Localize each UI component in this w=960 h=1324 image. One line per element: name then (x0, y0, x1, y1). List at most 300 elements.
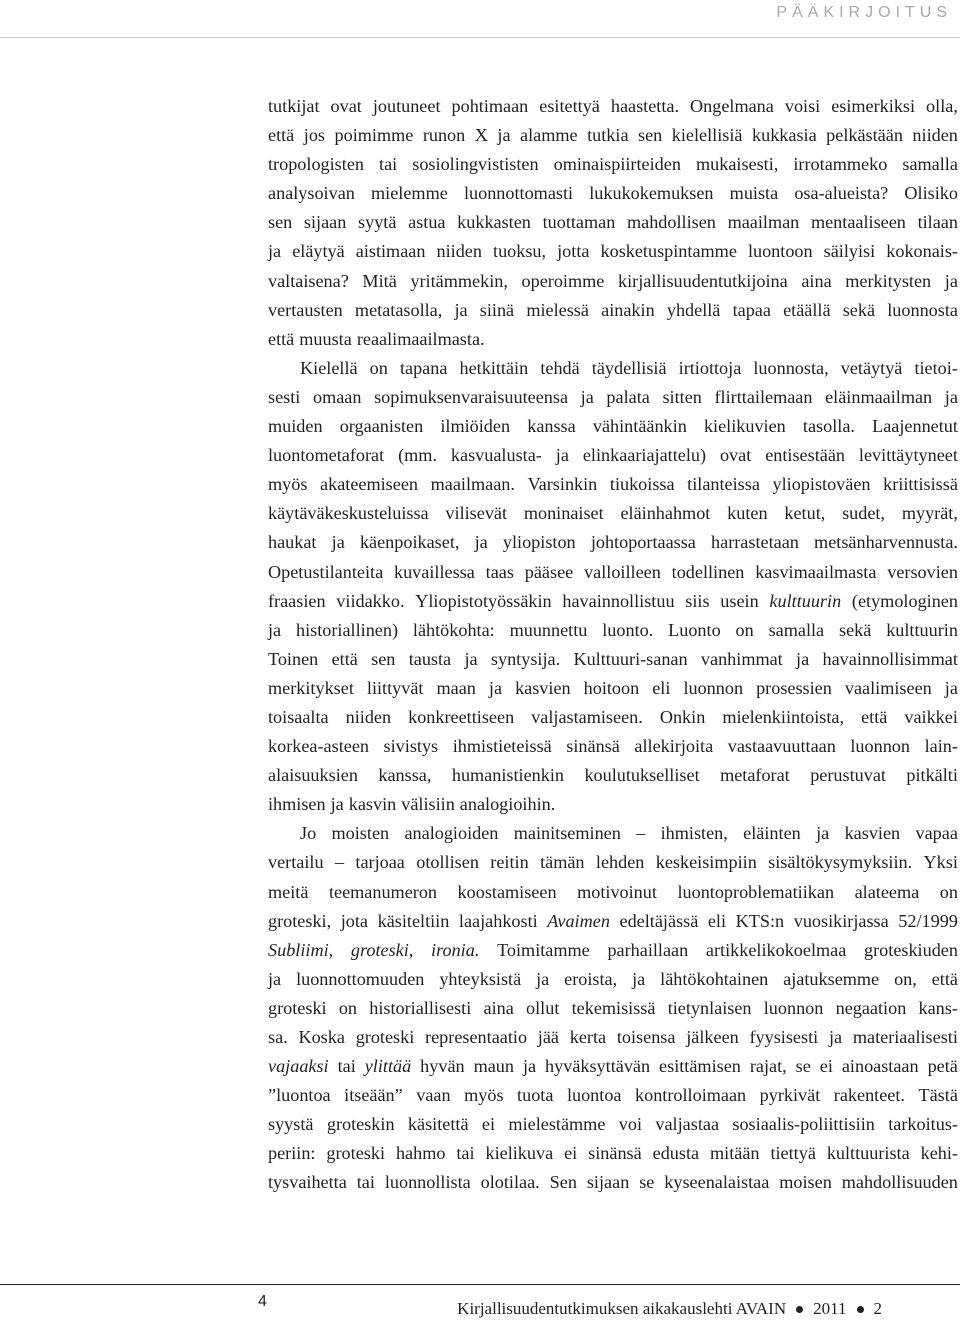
text-word: se (795, 1056, 811, 1077)
text-word: Mitä (362, 270, 397, 291)
text-line (268, 878, 958, 907)
section-label: PÄÄKIRJOITUS (776, 4, 952, 21)
journal-name: Kirjallisuudentutkimuksen aikakauslehti AVAIN (457, 1299, 787, 1318)
text-line (268, 92, 958, 121)
text-word: ominaispiirteiden (553, 154, 681, 175)
text-word: (mm. (398, 445, 437, 466)
text-word: ja (331, 532, 345, 553)
text-word: ylittää (364, 1056, 412, 1077)
text-word: ihmistieteissä (452, 736, 552, 757)
text-word: levittäytyneet (858, 445, 958, 466)
text-line (268, 383, 958, 412)
text-word: myös (268, 474, 308, 495)
text-word: eläytyä (292, 241, 345, 262)
text-word: pitkälti (906, 765, 958, 786)
text-word: syystä (268, 1114, 314, 1135)
text-line (268, 703, 958, 732)
text-word: ei (481, 1114, 496, 1135)
text-word: astua (408, 212, 446, 233)
text-word: ja (944, 386, 958, 407)
text-word: ja (497, 125, 511, 146)
text-word: materiaalisesti (852, 1027, 958, 1047)
text-word: lähtökohtainen (660, 968, 769, 989)
text-word: groteski, (268, 910, 332, 931)
journal-footer (457, 1299, 882, 1319)
text-word: on (735, 619, 754, 640)
text-line (268, 528, 958, 557)
text-line (268, 965, 958, 994)
text-word: ”luontoa (268, 1085, 331, 1106)
text-word: yritämmekin, (410, 270, 508, 291)
text-word: sekä (842, 299, 876, 320)
text-word: Yksi (923, 852, 958, 873)
text-word: ei (819, 1056, 833, 1077)
text-word: tämän (540, 852, 585, 873)
text-word: valtaisena? (268, 270, 349, 291)
text-line (268, 645, 958, 674)
text-word: vertausten (268, 299, 343, 320)
text-word: poimimme (334, 125, 414, 146)
text-word: maailman (727, 212, 800, 233)
text-line (268, 499, 958, 528)
text-word: sen (268, 212, 293, 233)
text-word: Kielellä (300, 357, 358, 378)
text-word: harrastetaan (711, 532, 799, 553)
text-word: – (636, 823, 646, 844)
text-word: kulttuurin (886, 619, 958, 640)
text-line (268, 1168, 958, 1197)
text-word: Toinen (268, 648, 319, 669)
text-word: 52/1999 (898, 910, 958, 931)
text-word: vapaa (915, 823, 958, 844)
text-word: aina (801, 270, 832, 291)
text-word: vaalimiseen (844, 677, 932, 698)
text-word: ja (330, 794, 344, 815)
text-word: ollut (526, 997, 560, 1018)
text-word: käsitettä (407, 1114, 469, 1135)
text-word: sen (371, 648, 396, 669)
text-word: hahmo (395, 1143, 446, 1164)
text-word: kukkasia (752, 125, 817, 146)
text-word: luonnon (850, 736, 910, 757)
text-word: olotilaa. (480, 1172, 540, 1193)
text-word: groteski (326, 1143, 386, 1164)
text-word: muiden (268, 416, 323, 437)
text-word: tai (456, 1143, 475, 1164)
text-word: eläinten (743, 823, 801, 844)
text-word: groteskin (326, 1114, 395, 1135)
text-word: ja (816, 823, 830, 844)
text-word: sisältökysymyksiin. (768, 852, 913, 873)
text-word: sopimuksenvaraisuuteensa (374, 386, 569, 407)
text-word: kriittisissä (883, 474, 958, 495)
text-word: konkreettiseen (408, 706, 515, 727)
text-word: otollisen (416, 852, 479, 873)
text-word: flirttailemaan (714, 386, 813, 407)
text-word: kukkasten (457, 212, 531, 233)
text-word: kanssa (527, 416, 576, 437)
journal-year: 2011 (813, 1299, 847, 1318)
text-word: koulutukselliset (584, 765, 700, 786)
text-word: että (331, 648, 358, 669)
text-word: rajat, (749, 1056, 787, 1077)
text-line (268, 354, 958, 383)
text-word: palata (606, 386, 650, 407)
text-word: esittämisen (659, 1056, 741, 1077)
text-word: negaation (835, 997, 907, 1018)
text-word: koostamiseen (457, 881, 557, 902)
text-word: hyväksyttävän (545, 1056, 651, 1077)
text-word: ja (944, 677, 958, 698)
text-word: Toimitamme (497, 939, 590, 960)
text-word: – (334, 852, 345, 873)
text-word: reitin (490, 852, 529, 873)
text-word: (etymologinen (851, 590, 958, 611)
text-word: Avaimen (547, 910, 610, 931)
text-word: motivoinut (577, 881, 657, 902)
text-word: luontoon (747, 241, 813, 262)
text-word: merkitykset (268, 677, 354, 698)
text-word: ovat (330, 96, 362, 116)
text-word: jää (537, 1027, 559, 1047)
text-word: perustuvat (810, 765, 886, 786)
text-word: metaforat (720, 765, 790, 786)
text-word: voi (618, 1114, 643, 1135)
text-word: yhdellä (666, 299, 721, 320)
text-word: lukukokemuksen (589, 183, 714, 204)
text-line (268, 587, 958, 616)
text-word: runon (422, 125, 466, 146)
text-word: mielessä (526, 299, 589, 320)
text-word: Luonto (668, 619, 721, 640)
text-word: ja (632, 968, 646, 989)
text-word: vanhimmat (700, 648, 783, 669)
text-word: sitten (662, 386, 702, 407)
text-word: luonnon (683, 677, 744, 698)
text-word: tutkia (587, 125, 629, 146)
text-word: tutkijat (268, 96, 320, 116)
text-word: eläinmaailman (825, 386, 933, 407)
text-word: on (338, 997, 358, 1018)
text-word: artikkelikokoelmaa (705, 939, 847, 960)
text-line (268, 325, 958, 354)
text-word: ihmisen (268, 794, 326, 815)
text-word: moisten (331, 823, 390, 844)
text-word: ja (536, 968, 550, 989)
text-word: luontoa (566, 1085, 622, 1106)
text-word: ja (464, 648, 478, 669)
text-word: että (931, 968, 958, 989)
text-line (268, 1023, 958, 1052)
text-word: tuoksu, (493, 241, 547, 262)
text-line (268, 761, 958, 790)
text-word: prosessien (756, 677, 832, 698)
text-word: etäällä (783, 299, 831, 320)
text-line (268, 267, 958, 296)
text-word: lehden (595, 852, 645, 873)
text-word: versovien (887, 561, 958, 582)
text-word: luonnollista (384, 1172, 471, 1193)
text-word: teemanumeron (328, 881, 438, 902)
text-word: luontoproblematiikan (677, 881, 835, 902)
text-word: periin: (268, 1143, 316, 1164)
text-word: akateemiseen (320, 474, 418, 495)
text-word: tietynlaisen (667, 997, 752, 1018)
text-word: sudet, (842, 503, 886, 524)
text-word: ja (555, 445, 569, 466)
text-word: tai (337, 1056, 356, 1077)
text-word: hyvän (420, 1056, 465, 1077)
text-word: ja (488, 677, 503, 698)
text-word: Onkin (659, 706, 706, 727)
text-word: keskeisimpiin (655, 852, 757, 873)
text-word: muusta (299, 328, 352, 349)
text-word: luontometaforat (268, 445, 385, 466)
text-word: yliopistoväen (772, 474, 871, 495)
text-word: kasvimaailmasta (755, 561, 877, 582)
text-word: kontrolloimaan (635, 1085, 747, 1106)
text-word: ketut, (784, 503, 826, 524)
text-word: edusta (652, 1143, 700, 1164)
text-word: tasolla. (802, 416, 855, 437)
text-word: rakenteet. (833, 1085, 905, 1106)
text-word: se (639, 1172, 655, 1193)
text-word: osa-alueista? (794, 183, 889, 204)
text-word: mukaisesti, (695, 154, 779, 175)
text-word: on (369, 357, 388, 378)
text-word: esimerkiksi (831, 96, 916, 116)
text-word: sa. (268, 1027, 288, 1047)
text-word: pääsee (524, 561, 574, 582)
text-line (268, 121, 958, 150)
text-word: myös (464, 1085, 504, 1106)
text-word: ja (268, 968, 282, 989)
text-line (268, 150, 958, 179)
text-word: sinänsä (566, 736, 620, 757)
text-word: Sen (549, 1172, 577, 1193)
text-word: tilanteissa (687, 474, 760, 495)
text-word: valloilleen (584, 561, 661, 582)
text-word: tehdä (540, 357, 580, 378)
text-word: lähtökohta: (412, 619, 495, 640)
text-word: jälkeen (686, 1027, 739, 1047)
text-word: kielikuvien (703, 416, 786, 437)
text-word: vaan (416, 1085, 451, 1106)
text-word: metsänharvennusta. (814, 532, 958, 553)
text-word: olla, (926, 96, 958, 116)
text-word: ja (796, 648, 810, 669)
text-word: maan (436, 677, 476, 698)
text-word: kehi- (920, 1143, 958, 1164)
text-word: ja (580, 386, 594, 407)
text-word: edeltäjässä (619, 910, 699, 931)
text-word: orgaanisten (339, 416, 424, 437)
text-word: korkea-asteen (268, 736, 369, 757)
text-word: irtiottoja (678, 357, 742, 378)
text-line (268, 470, 958, 499)
text-word: Subliimi, (268, 939, 334, 960)
bullet-separator-icon (796, 1306, 803, 1313)
text-word: parhaillaan (607, 939, 689, 960)
text-word: tysvaihetta (268, 1172, 347, 1193)
text-word: esitettyä (539, 96, 600, 116)
text-word: myyrät, (901, 503, 958, 524)
text-word: elinkaariajattelu) (582, 445, 707, 466)
text-word: luonnottomasti (463, 183, 574, 204)
text-word: mainitseminen (513, 823, 621, 844)
text-word: hetkittäin (459, 357, 529, 378)
text-word: alateema (854, 881, 920, 902)
text-word: voisi (784, 96, 821, 116)
text-word: kulttuurista (826, 1143, 910, 1164)
text-word: tai (356, 1172, 375, 1193)
editorial-body-text (268, 92, 958, 1198)
text-word: syntysija. (490, 648, 561, 669)
text-word: groteski (355, 1027, 415, 1047)
text-word: fraasien (268, 590, 326, 611)
text-word: eli (707, 910, 727, 931)
text-word: luonnosta (887, 299, 958, 320)
text-word: eli (652, 677, 671, 698)
text-word: johtoportaassa (590, 532, 696, 553)
text-line (268, 1110, 958, 1139)
text-word: ja (522, 1056, 537, 1077)
text-word: ja (828, 1027, 843, 1047)
text-word: moisen (779, 1172, 832, 1193)
text-word: ihmisten, (660, 823, 728, 844)
text-word: todellinen (671, 561, 745, 582)
text-word: aina (483, 997, 514, 1018)
text-word: mahdollisen (626, 212, 716, 233)
text-word: vajaaksi (268, 1056, 329, 1077)
text-line (268, 819, 958, 848)
text-word: on (939, 881, 958, 902)
text-line (268, 907, 958, 936)
text-word: ja (944, 270, 958, 291)
text-word: kasvualusta- (450, 445, 542, 466)
text-line (268, 558, 958, 587)
text-word: kielikuva (485, 1143, 554, 1164)
text-word: aistimaan (355, 241, 426, 262)
text-word: meitä (268, 881, 309, 902)
text-word: käenpoikaset, (359, 532, 460, 553)
text-word: pohtimaan (451, 96, 529, 116)
text-word: valjastamiseen. (531, 706, 643, 727)
text-word: kasvin (348, 794, 397, 815)
text-word: sosiaalis-poliittisiin (732, 1114, 875, 1135)
text-word: ilmiöiden (440, 416, 511, 437)
text-word: vuosikirjassa (793, 910, 889, 931)
text-word: groteski (268, 997, 327, 1018)
text-word: siinä (479, 299, 515, 320)
text-word: sekä (839, 619, 872, 640)
text-word: moninaiset (523, 503, 604, 524)
text-word: fyysisesti (749, 1027, 819, 1047)
text-word: tilaan (917, 212, 958, 233)
text-line (268, 179, 958, 208)
text-word: kuvaillessa (393, 561, 475, 582)
text-word: tropologisten (268, 154, 364, 175)
text-word: jos (303, 125, 325, 146)
text-word: niiden (912, 125, 958, 146)
text-word: sinänsä (588, 1143, 642, 1164)
text-word: tekemisissä (571, 997, 656, 1018)
text-word: Laajennetut (872, 416, 958, 437)
text-word: sijaan (586, 1172, 630, 1193)
text-word: sijaan (303, 212, 347, 233)
text-word: tarjoaa (355, 852, 405, 873)
text-word: siis (685, 590, 710, 611)
text-word: täydellisiä (591, 357, 667, 378)
text-word: ja (474, 532, 488, 553)
text-word: usein (720, 590, 759, 611)
text-word: laajahkosti (458, 910, 538, 931)
text-word: historiallisesti (369, 997, 472, 1018)
text-line (268, 208, 958, 237)
text-word: vetäytyä (840, 357, 903, 378)
text-word: mielestämme (508, 1114, 606, 1135)
text-word: X (474, 125, 488, 146)
text-word: ainakin (601, 299, 655, 320)
text-word: käytäväkeskusteluissa (268, 503, 429, 524)
text-word: sesti (268, 386, 301, 407)
text-word: toisaalta (268, 706, 329, 727)
text-line (268, 674, 958, 703)
text-word: Tästä (918, 1085, 958, 1106)
text-word: viidakko. (336, 590, 405, 611)
text-word: analogioiden (404, 823, 499, 844)
text-word: toisensa (616, 1027, 676, 1047)
text-word: tuota (517, 1085, 554, 1106)
text-line (268, 412, 958, 441)
text-word: analysoivan (268, 183, 355, 204)
text-line (268, 790, 958, 819)
text-line (268, 994, 958, 1023)
text-word: ovat (719, 445, 752, 466)
text-word: itseään” (344, 1085, 403, 1106)
text-word: on, (894, 968, 917, 989)
text-word: ei (564, 1143, 578, 1164)
text-word: kuten (727, 503, 768, 524)
text-word: Varsinkin (527, 474, 598, 495)
text-word: Ongelmana (690, 96, 774, 116)
text-word: tarkoitus- (888, 1114, 958, 1135)
text-line (268, 237, 958, 266)
footer-divider (0, 1284, 960, 1285)
text-word: vähintäänkin (592, 416, 687, 437)
text-word: samalla (902, 154, 958, 175)
text-word: tuottaman (542, 212, 616, 233)
text-word: historiallinen) (296, 619, 399, 640)
text-word: eroista, (564, 968, 618, 989)
text-word: KTS:n (735, 910, 785, 931)
text-line (268, 732, 958, 761)
text-word: haastetta. (610, 96, 680, 116)
text-word: kasvien (844, 823, 901, 844)
text-word: pelkästään (826, 125, 903, 146)
text-word: kerta (569, 1027, 607, 1047)
text-word: maailmaan. (430, 474, 515, 495)
text-word: jota (340, 910, 369, 931)
text-word: Yliopistotyössäkin (415, 590, 552, 611)
text-word: ironia. (431, 939, 480, 960)
text-word: entisestään (765, 445, 845, 466)
text-word: irrotammeko (793, 154, 888, 175)
text-word: humanistienkin (451, 765, 564, 786)
journal-issue: 2 (873, 1299, 882, 1318)
text-word: mentaaliseen (810, 212, 906, 233)
text-word: alamme (520, 125, 578, 146)
